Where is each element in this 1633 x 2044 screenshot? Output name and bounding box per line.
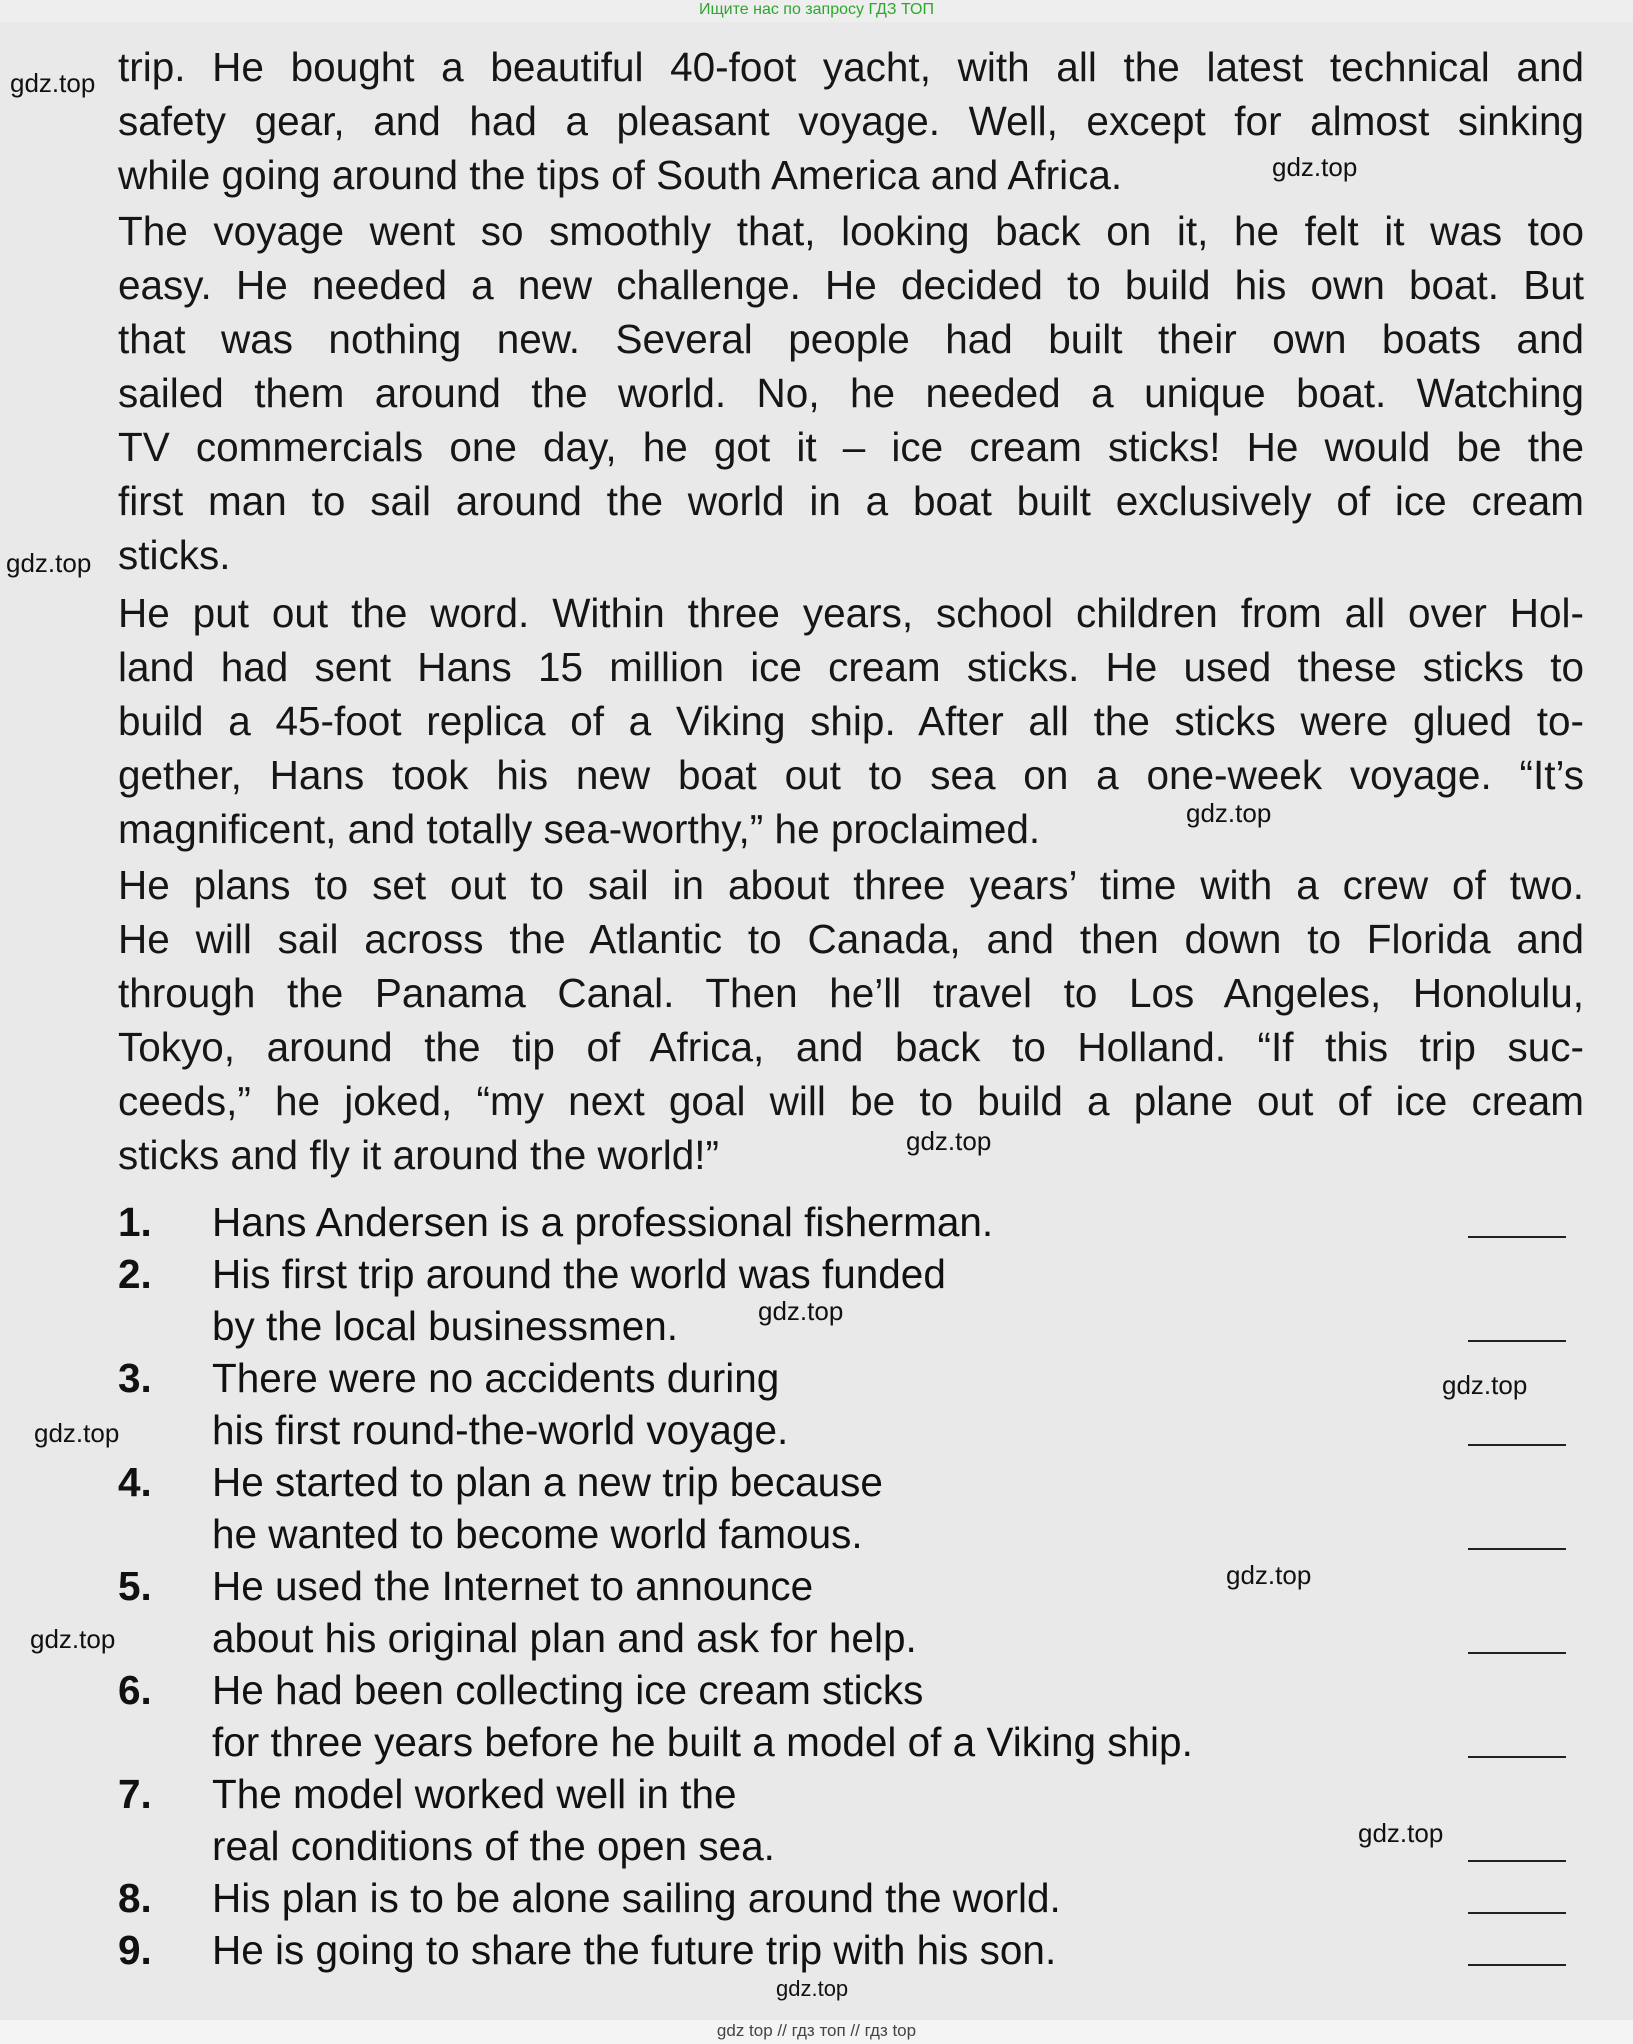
statement-text: about his original plan and ask for help.	[212, 1615, 917, 1661]
statement-7	[118, 1768, 1558, 1872]
answer-blank[interactable]	[1468, 1860, 1566, 1862]
statement-text: His first trip around the world was funded	[212, 1251, 946, 1297]
text-line: sailed them around the world. No, he needed a unique boat. Watching	[118, 370, 1584, 416]
text-line: Tokyo, around the tip of Africa, and back to Holland. “If this trip suc-	[118, 1024, 1584, 1070]
paragraph-2	[118, 204, 1584, 582]
text-line: gether, Hans took his new boat out to sea on a one-week voyage. “It’s	[118, 752, 1584, 798]
statement-number: 1.	[118, 1199, 152, 1245]
statement-6	[118, 1664, 1558, 1768]
statement-text: real conditions of the open sea.	[212, 1823, 775, 1869]
text-line: He plans to set out to sail in about three years’ time with a crew of two.	[118, 862, 1584, 908]
watermark: gdz.top	[6, 548, 92, 578]
paragraph-4	[118, 858, 1584, 1182]
answer-blank[interactable]	[1468, 1756, 1566, 1758]
answer-blank[interactable]	[1468, 1964, 1566, 1966]
statement-9	[118, 1924, 1558, 1976]
watermark: gdz.top	[758, 1296, 844, 1326]
watermark: gdz.top	[1226, 1560, 1312, 1590]
watermark: gdz.top	[1272, 152, 1358, 182]
text-line: that was nothing new. Several people had built their own boats and	[118, 316, 1584, 362]
answer-blank[interactable]	[1468, 1236, 1566, 1238]
text-line: build a 45-foot replica of a Viking ship. After all the sticks were glued to-	[118, 698, 1584, 744]
answer-blank[interactable]	[1468, 1652, 1566, 1654]
watermark: gdz.top	[10, 68, 96, 98]
text-line: trip. He bought a beautiful 40-foot yacht, with all the latest technical and	[118, 44, 1584, 90]
text-line: He will sail across the Atlantic to Canada, and then down to Florida and	[118, 916, 1584, 962]
statement-number: 5.	[118, 1563, 152, 1609]
statement-number: 4.	[118, 1459, 152, 1505]
text-line: magnificent, and totally sea-worthy,” he proclaimed.	[118, 806, 1041, 852]
statement-text: He had been collecting ice cream sticks	[212, 1667, 924, 1713]
text-line: The voyage went so smoothly that, looking back on it, he felt it was too	[118, 208, 1584, 254]
answer-blank[interactable]	[1468, 1340, 1566, 1342]
text-line: first man to sail around the world in a boat built exclusively of ice cream	[118, 478, 1584, 524]
statement-8	[118, 1872, 1558, 1924]
statement-4	[118, 1456, 1558, 1560]
text-line: He put out the word. Within three years, school children from all over Hol-	[118, 590, 1584, 636]
statement-5	[118, 1560, 1558, 1664]
statement-text: his first round-the-world voyage.	[212, 1407, 789, 1453]
text-line: easy. He needed a new challenge. He decided to build his own boat. But	[118, 262, 1584, 308]
text-line: TV commercials one day, he got it – ice cream sticks! He would be the	[118, 424, 1584, 470]
watermark: gdz.top	[776, 1976, 849, 2001]
statement-number: 7.	[118, 1771, 152, 1817]
text-line: land had sent Hans 15 million ice cream sticks. He used these sticks to	[118, 644, 1584, 690]
bottom-banner[interactable]: gdz top // гдз топ // гдз top	[0, 2020, 1633, 2044]
text-line: sticks.	[118, 532, 231, 578]
statement-1	[118, 1196, 1558, 1248]
paragraph-1	[118, 40, 1584, 202]
statement-number: 3.	[118, 1355, 152, 1401]
statement-text: His plan is to be alone sailing around the world.	[212, 1875, 1061, 1921]
answer-blank[interactable]	[1468, 1548, 1566, 1550]
watermark: gdz.top	[34, 1418, 120, 1448]
statement-text: Hans Andersen is a professional fisherman.	[212, 1199, 994, 1245]
watermark: gdz.top	[30, 1624, 116, 1654]
statement-number: 8.	[118, 1875, 152, 1921]
text-line: sticks and fly it around the world!”	[118, 1132, 720, 1178]
text-line: while going around the tips of South America and Africa.	[118, 152, 1123, 198]
answer-blank[interactable]	[1468, 1444, 1566, 1446]
statement-text: There were no accidents during	[212, 1355, 780, 1401]
text-line: ceeds,” he joked, “my next goal will be to build a plane out of ice cream	[118, 1078, 1584, 1124]
watermark: gdz.top	[906, 1126, 992, 1156]
statement-3	[118, 1352, 1558, 1456]
statement-number: 2.	[118, 1251, 152, 1297]
answer-blank[interactable]	[1468, 1912, 1566, 1914]
statement-text: he wanted to become world famous.	[212, 1511, 863, 1557]
statement-text: for three years before he built a model of a Viking ship.	[212, 1719, 1193, 1765]
watermark: gdz.top	[1442, 1370, 1528, 1400]
statement-text: He started to plan a new trip because	[212, 1459, 883, 1505]
text-line: through the Panama Canal. Then he’ll travel to Los Angeles, Honolulu,	[118, 970, 1584, 1016]
watermark: gdz.top	[1186, 798, 1272, 828]
text-line: safety gear, and had a pleasant voyage. Well, except for almost sinking	[118, 98, 1584, 144]
statement-text: The model worked well in the	[212, 1771, 737, 1817]
watermark: gdz.top	[1358, 1818, 1444, 1848]
statement-text: by the local businessmen.	[212, 1303, 679, 1349]
statement-text: He used the Internet to announce	[212, 1563, 814, 1609]
top-banner[interactable]: Ищите нас по запросу ГДЗ ТОП	[699, 1, 934, 18]
statement-number: 9.	[118, 1927, 152, 1973]
statement-number: 6.	[118, 1667, 152, 1713]
statement-text: He is going to share the future trip with his son.	[212, 1927, 1057, 1973]
paragraph-3	[118, 586, 1584, 856]
